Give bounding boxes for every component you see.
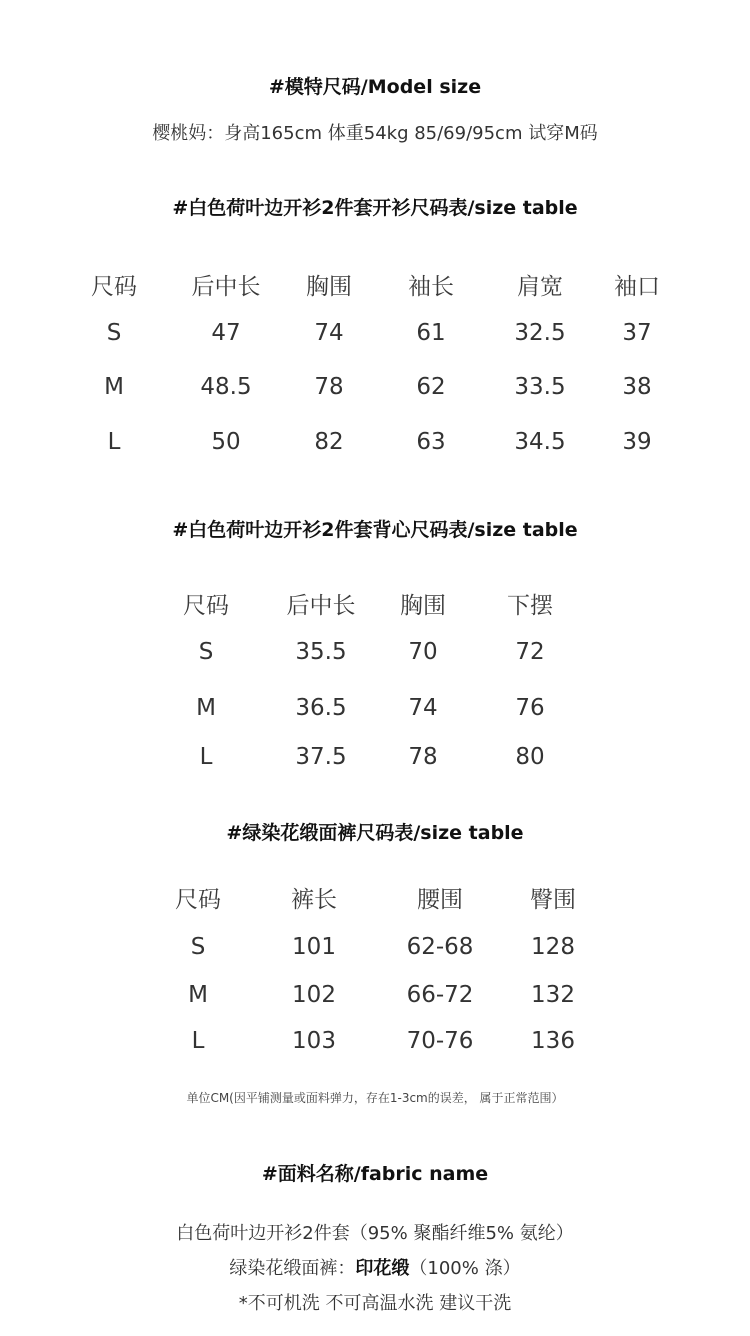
cardigan-table-cell: 47 (211, 320, 241, 346)
care-instructions: *不可机洗 不可高温水洗 建议干洗 (238, 1293, 512, 1314)
cardigan-header-cell: 袖长 (408, 274, 454, 300)
cardigan-table-cell: 62 (416, 374, 446, 400)
fabric-heading: #面料名称/fabric name (261, 1163, 489, 1185)
vest-table-cell: L (199, 744, 213, 770)
cardigan-table-cell: 63 (416, 429, 446, 455)
vest-header-cell: 下摆 (507, 593, 553, 619)
cardigan-table-cell: 82 (314, 429, 344, 455)
cardigan-table-cell: 74 (314, 320, 344, 346)
vest-table-cell: 80 (515, 744, 545, 770)
vest-header-cell: 胸围 (400, 593, 446, 619)
pants-table-cell: S (190, 934, 206, 960)
pants-table-cell: 136 (531, 1028, 575, 1054)
cardigan-header-cell: 尺码 (91, 274, 137, 300)
pants-table-heading: #绿染花缎面裤尺码表/size table (226, 822, 524, 844)
cardigan-table-cell: S (106, 320, 122, 346)
pants-header-cell: 臀围 (530, 887, 576, 913)
model-size-line: 樱桃妈：身高165cm 体重54kg 85/69/95cm 试穿M码 (152, 123, 598, 144)
pants-table-cell: 103 (292, 1028, 336, 1054)
cardigan-table-cell: 39 (622, 429, 652, 455)
vest-table-cell: S (198, 639, 214, 665)
cardigan-table-cell: 78 (314, 374, 344, 400)
pants-table-cell: 66-72 (406, 982, 474, 1008)
pants-table-cell: 101 (292, 934, 336, 960)
cardigan-table-cell: 33.5 (514, 374, 566, 400)
pants-table-cell: L (191, 1028, 205, 1054)
pants-header-cell: 裤长 (291, 887, 337, 913)
pants-header-cell: 腰围 (417, 887, 463, 913)
cardigan-header-cell: 袖口 (614, 274, 660, 300)
fabric-line-cardigan: 白色荷叶边开衫2件套（95% 聚酯纤维5% 氨纶） (176, 1223, 574, 1244)
vest-header-cell: 尺码 (183, 593, 229, 619)
vest-table-cell: 36.5 (295, 695, 347, 721)
vest-table-cell: 78 (408, 744, 438, 770)
pants-table-cell: M (188, 982, 208, 1008)
cardigan-table-cell: 37 (622, 320, 652, 346)
cardigan-table-cell: 50 (211, 429, 241, 455)
pants-header-cell: 尺码 (175, 887, 221, 913)
pants-table-cell: 62-68 (406, 934, 474, 960)
cardigan-header-cell: 胸围 (306, 274, 352, 300)
cardigan-table-heading: #白色荷叶边开衫2件套开衫尺码表/size table (172, 197, 578, 219)
fabric-pants-material: 印花缎 (355, 1258, 410, 1279)
cardigan-table-cell: 34.5 (514, 429, 566, 455)
vest-table-cell: 70 (408, 639, 438, 665)
measurement-note: 单位CM(因平铺测量或面料弹力，存在1-3cm的误差， 属于正常范围） (186, 1091, 564, 1105)
fabric-pants-composition: （100% 涤） (409, 1258, 521, 1279)
vest-table-cell: 72 (515, 639, 545, 665)
vest-header-cell: 后中长 (286, 593, 356, 619)
model-size-heading: #模特尺码/Model size (268, 76, 482, 98)
cardigan-table-cell: L (107, 429, 121, 455)
cardigan-table-cell: 32.5 (514, 320, 566, 346)
cardigan-table-cell: M (104, 374, 124, 400)
vest-table-cell: 37.5 (295, 744, 347, 770)
pants-table-cell: 132 (531, 982, 575, 1008)
vest-table-cell: M (196, 695, 216, 721)
pants-table-cell: 70-76 (406, 1028, 474, 1054)
cardigan-header-cell: 肩宽 (517, 274, 563, 300)
pants-table-cell: 128 (531, 934, 575, 960)
fabric-pants-label: 绿染花缎面裤： (229, 1258, 356, 1279)
vest-table-cell: 74 (408, 695, 438, 721)
cardigan-table-cell: 38 (622, 374, 652, 400)
pants-table-cell: 102 (292, 982, 336, 1008)
vest-table-cell: 76 (515, 695, 545, 721)
cardigan-table-cell: 61 (416, 320, 446, 346)
vest-table-cell: 35.5 (295, 639, 347, 665)
fabric-line-pants (0, 1254, 750, 1280)
cardigan-header-cell: 后中长 (191, 274, 261, 300)
vest-table-heading: #白色荷叶边开衫2件套背心尺码表/size table (172, 519, 578, 541)
cardigan-table-cell: 48.5 (200, 374, 252, 400)
